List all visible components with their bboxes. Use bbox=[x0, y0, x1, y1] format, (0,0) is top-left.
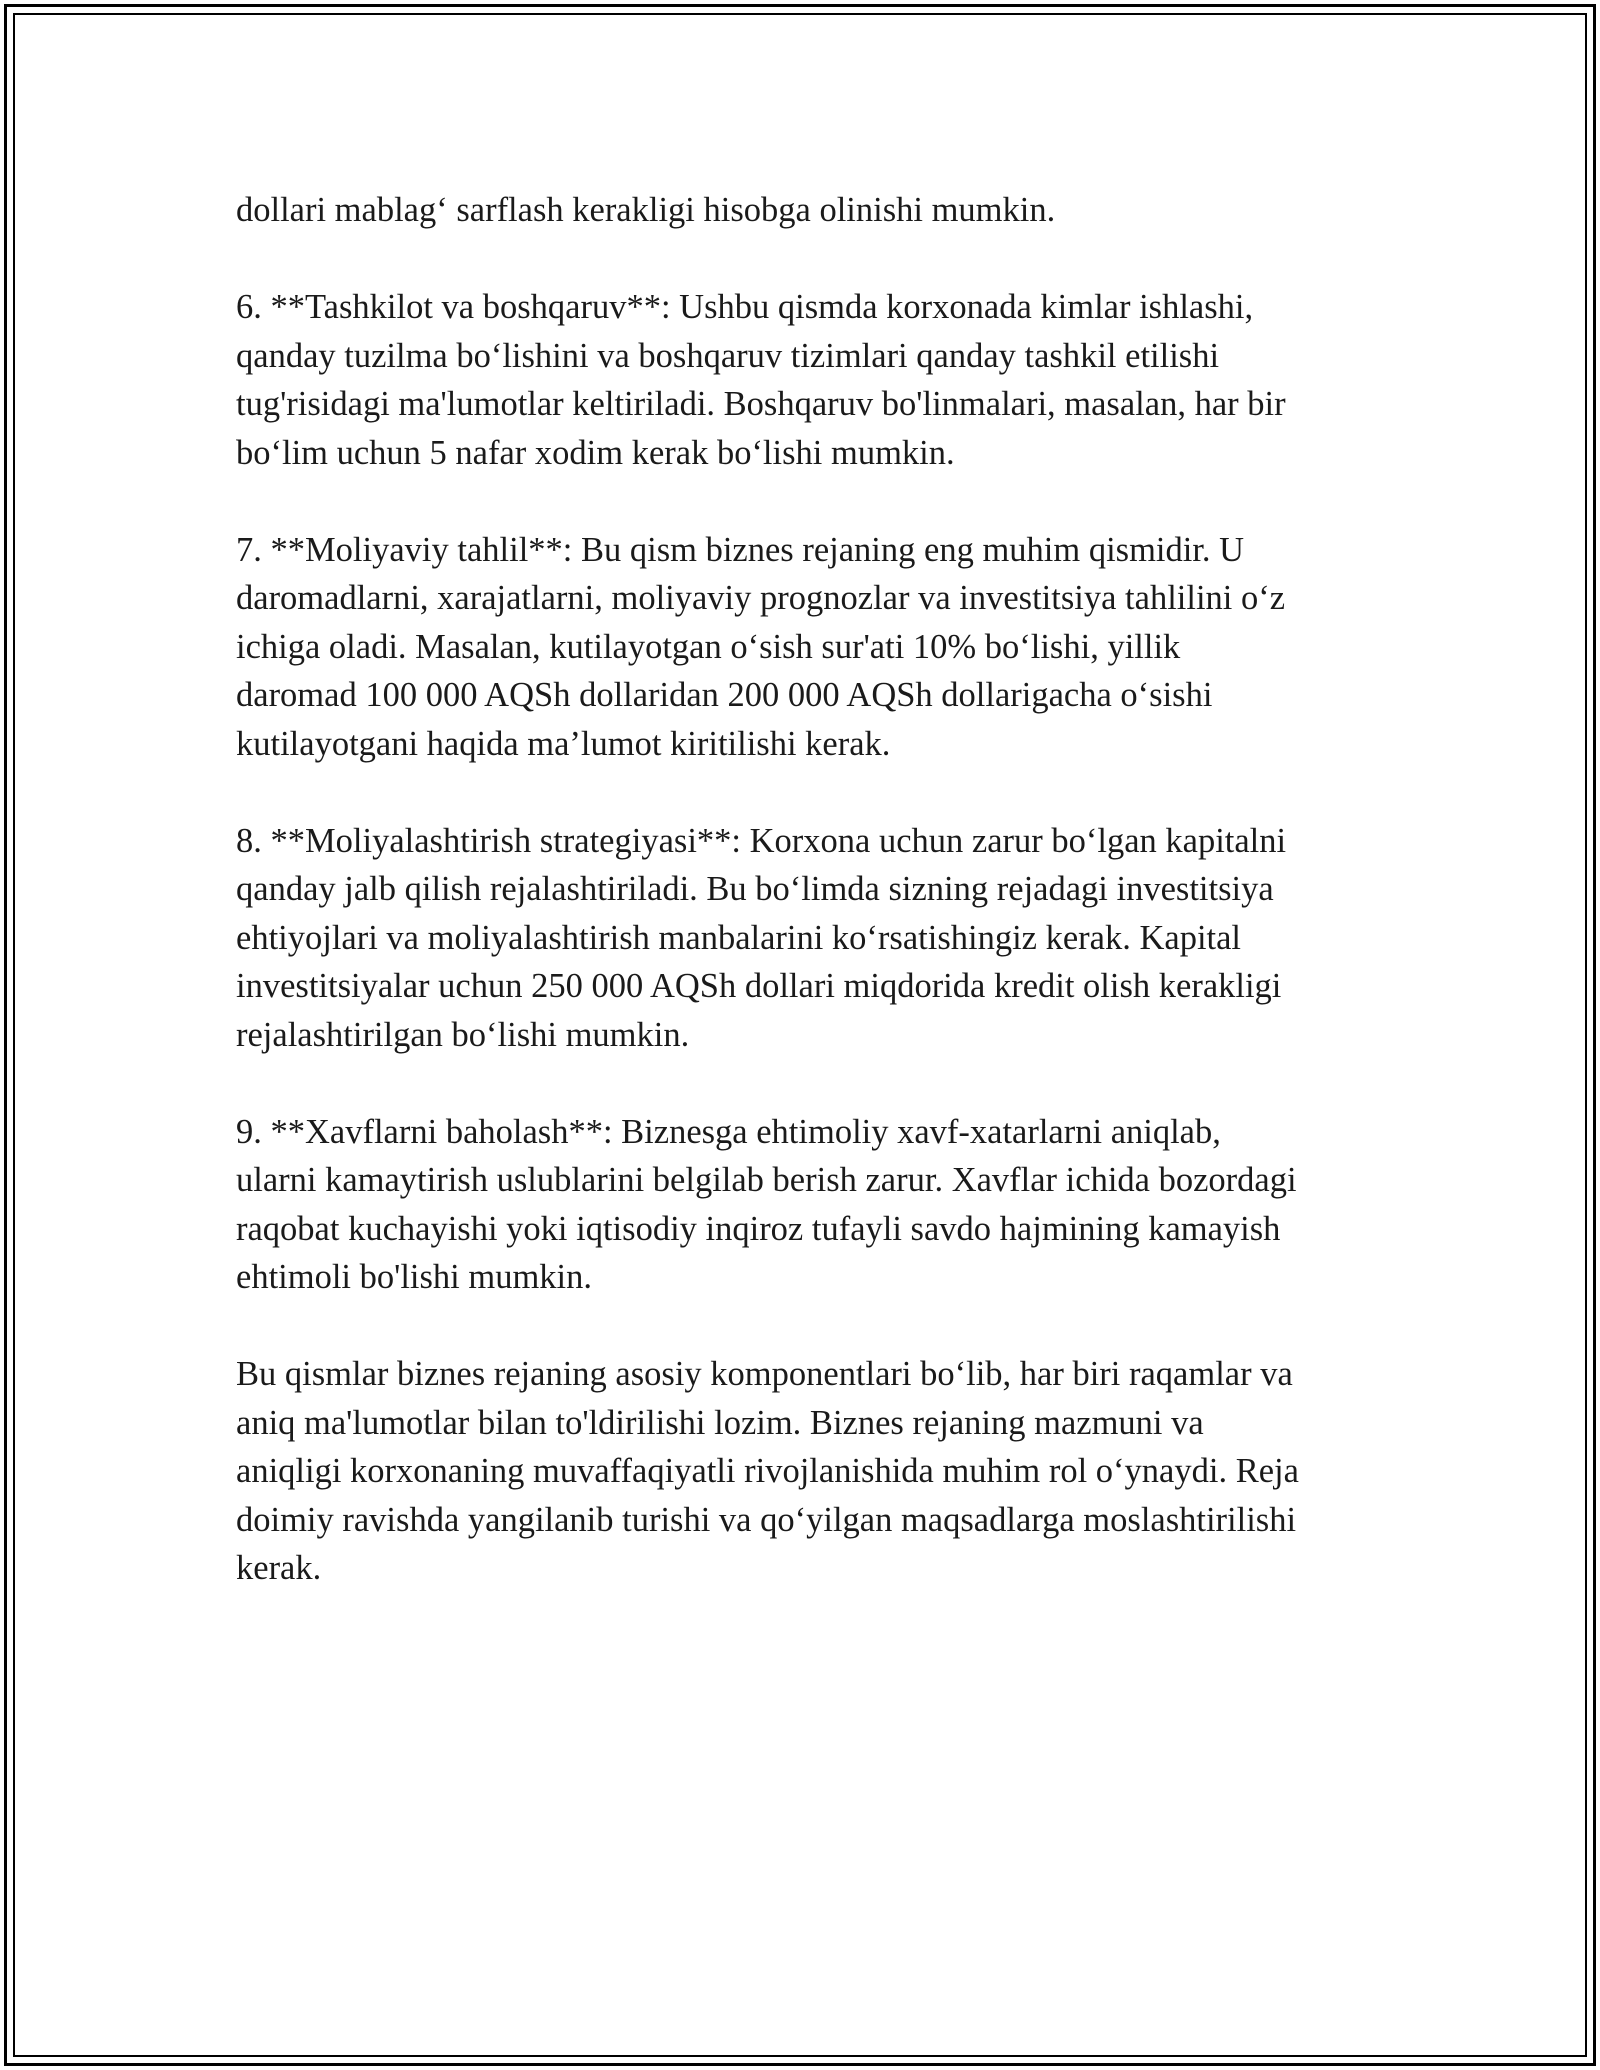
document-body bbox=[236, 186, 1396, 1593]
paragraph-section-9: 9. **Xavflarni baholash**: Biznesga ehtimoliy xavf-xatarlarni aniqlab, ularni kamaytirish uslublarini belgilab berish zarur. Xavflar ichida bozordagi raqobat kuchayishi yoki iqtisodiy inqiroz tufayli savdo hajmining kamayish ehtimoli bo'lishi mumkin. bbox=[236, 1112, 1297, 1296]
paragraph-continuation: dollari mablag‘ sarflash kerakligi hisobga olinishi mumkin. bbox=[236, 191, 1056, 229]
paragraph-section-8: 8. **Moliyalashtirish strategiyasi**: Korxona uchun zarur bo‘lgan kapitalni qanday jalb qilish rejalashtiriladi. Bu bo‘limda sizning rejadagi investitsiya ehtiyojlari va moliyalashtirish manbalarini ko‘rsatishingiz kerak. Kapital investitsiyalar uchun 250 000 AQSh dollari miqdorida kredit olish kerakligi rejalashtirilgan bo‘lishi mumkin. bbox=[236, 821, 1287, 1054]
paragraph-conclusion: Bu qismlar biznes rejaning asosiy komponentlari bo‘lib, har biri raqamlar va aniq ma'lumotlar bilan to'ldirilishi lozim. Biznes rejaning mazmuni va aniqligi korxonaning muvaffaqiyatli rivojlanishida muhim rol o‘ynaydi. Reja doimiy ravishda yangilanib turishi va qo‘yilgan maqsadlarga moslashtirilishi kerak. bbox=[236, 1355, 1299, 1587]
paragraph-section-6: 6. **Tashkilot va boshqaruv**: Ushbu qismda korxonada kimlar ishlashi, qanday tuzilma bo‘lishini va boshqaruv tizimlari qanday tashkil etilishi tug'risidagi ma'lumotlar keltiriladi. Boshqaruv bo'linmalari, masalan, har bir bo‘lim uchun 5 nafar xodim kerak bo‘lishi mumkin. bbox=[236, 288, 1286, 472]
paragraph-section-7: 7. **Moliyaviy tahlil**: Bu qism biznes rejaning eng muhim qismidir. U daromadlarni, xarajatlarni, moliyaviy prognozlar va investitsiya tahlilini o‘z ichiga oladi. Masalan, kutilayotgan o‘sish sur'ati 10% bo‘lishi, yillik daromad 100 000 AQSh dollaridan 200 000 AQSh dollarigacha o‘sishi kutilayotgani haqida ma’lumot kiritilishi kerak. bbox=[236, 530, 1286, 763]
